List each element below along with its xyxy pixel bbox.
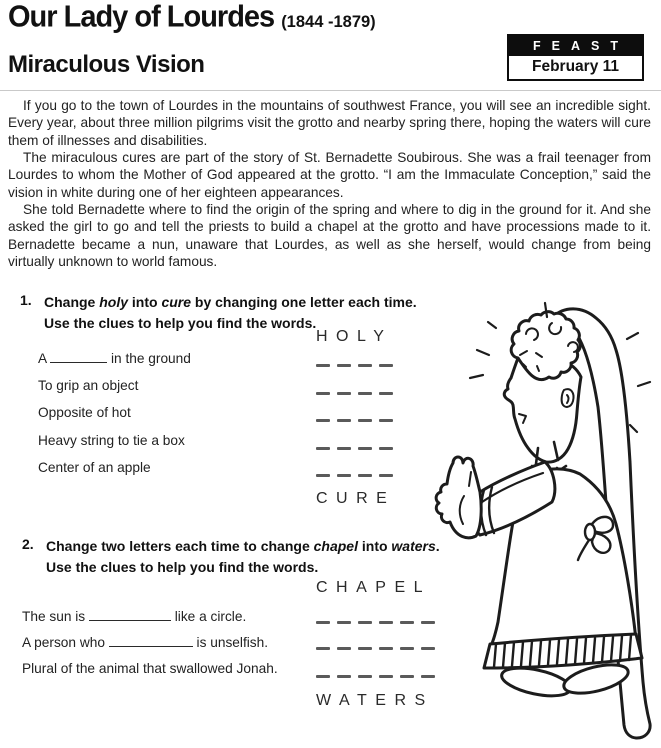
letter-blank[interactable] — [337, 647, 351, 650]
answer-blanks-row[interactable] — [316, 364, 393, 367]
letter-blank[interactable] — [316, 419, 330, 422]
our-lady-illustration — [424, 292, 661, 748]
exercise1-clue-1: A in the ground — [38, 351, 191, 366]
letter-blank[interactable] — [316, 364, 330, 367]
answer-blanks-row[interactable] — [316, 647, 435, 650]
letter-blank[interactable] — [379, 364, 393, 367]
letter-blank[interactable] — [316, 647, 330, 650]
exercise1-instruction — [44, 292, 464, 333]
exercise2-instruction-line2: Use the clues to help you find the words. — [46, 558, 319, 575]
inline-write-blank[interactable] — [109, 634, 193, 647]
letter-blank[interactable] — [358, 647, 372, 650]
exercise2-instruction — [46, 536, 486, 577]
exercise1-clue-2: To grip an object — [38, 378, 139, 393]
letter-blank[interactable] — [379, 647, 393, 650]
clasped-hands — [436, 457, 481, 538]
letter-blank[interactable] — [379, 392, 393, 395]
answer-blanks-row[interactable] — [316, 675, 435, 678]
letter-blank[interactable] — [358, 364, 372, 367]
letter-blank[interactable] — [400, 621, 414, 624]
ladder-end-word-waters: WATERS — [316, 692, 434, 709]
inline-write-blank[interactable] — [89, 608, 171, 621]
inline-write-blank[interactable] — [50, 350, 107, 363]
ladder-start-word-chapel: CHAPEL — [316, 579, 432, 596]
letter-blank[interactable] — [379, 474, 393, 477]
exercise2-clue-2: A person who is unselfish. — [22, 635, 269, 650]
intro-paragraph-1: If you go to the town of Lourdes in the mountains of southwest France, you will see an incredible sight. Every year, about three million pilgrims visit the grotto and nearby spring there, hoping the waters will cure them of illnesses and disabilities. — [8, 98, 651, 148]
letter-blank[interactable] — [337, 364, 351, 367]
letter-blank[interactable] — [358, 419, 372, 422]
letter-blank[interactable] — [358, 392, 372, 395]
exercise2-clue-1: The sun is like a circle. — [22, 609, 247, 624]
intro-paragraph-2: The miraculous cures are part of the story of St. Bernadette Soubirous. She was a frail teenager from Lourdes to whom the Mother of God appeared at the grotto. “I am the Immaculate Conception,” said the vision in white during one of her eighteen appearances. — [8, 150, 651, 200]
feast-box — [507, 34, 644, 81]
letter-blank[interactable] — [316, 474, 330, 477]
feast-label: FEAST — [509, 36, 642, 56]
letter-blank[interactable] — [358, 675, 372, 678]
ladder-start-word-holy: HOLY — [316, 328, 393, 345]
answer-blanks-row[interactable] — [316, 447, 393, 450]
exercise2-instruction-line1: Change two letters each time to change chapel into waters. — [46, 538, 440, 554]
exercise1-clue-3: Opposite of hot — [38, 405, 131, 420]
letter-blank[interactable] — [358, 474, 372, 477]
intro-text — [8, 97, 651, 270]
letter-blank[interactable] — [379, 675, 393, 678]
ladder-end-word-cure: CURE — [316, 490, 396, 507]
page-title: Our Lady of Lourdes — [8, 0, 275, 34]
letter-blank[interactable] — [400, 647, 414, 650]
letter-blank[interactable] — [337, 419, 351, 422]
title-dates: (1844 -1879) — [281, 13, 376, 31]
answer-blanks-row[interactable] — [316, 392, 393, 395]
letter-blank[interactable] — [337, 392, 351, 395]
letter-blank[interactable] — [337, 621, 351, 624]
page-subtitle: Miraculous Vision — [8, 51, 205, 78]
letter-blank[interactable] — [337, 474, 351, 477]
letter-blank[interactable] — [358, 621, 372, 624]
feast-date: February 11 — [531, 58, 620, 75]
exercise1-clue-5: Center of an apple — [38, 460, 151, 475]
intro-paragraph-3: She told Bernadette where to find the origin of the spring and where to dig in the ground for it. And she asked the girl to go and tell the priests to build a chapel at the grotto and have processions made to it. Bernadette became a nun, unaware that Lourdes, as well as she herself, would change from being virtually unknown to world famous. — [8, 202, 651, 270]
exercise1-instruction-line1: Change holy into cure by changing one letter each time. — [44, 294, 417, 310]
page-header — [8, 2, 376, 35]
letter-blank[interactable] — [358, 447, 372, 450]
exercise1-number: 1. — [20, 292, 32, 308]
letter-blank[interactable] — [379, 447, 393, 450]
letter-blank[interactable] — [400, 675, 414, 678]
answer-blanks-row[interactable] — [316, 419, 393, 422]
answer-blanks-row[interactable] — [316, 474, 393, 477]
header-divider — [0, 90, 661, 91]
letter-blank[interactable] — [379, 621, 393, 624]
letter-blank[interactable] — [316, 675, 330, 678]
letter-blank[interactable] — [316, 447, 330, 450]
letter-blank[interactable] — [337, 447, 351, 450]
letter-blank[interactable] — [316, 621, 330, 624]
exercise2-number: 2. — [22, 536, 34, 552]
exercise1-instruction-line2: Use the clues to help you find the words. — [44, 314, 317, 331]
exercise2-clue-3: Plural of the animal that swallowed Jonah. — [22, 661, 278, 676]
exercise1-clue-4: Heavy string to tie a box — [38, 433, 185, 448]
letter-blank[interactable] — [379, 419, 393, 422]
letter-blank[interactable] — [337, 675, 351, 678]
answer-blanks-row[interactable] — [316, 621, 435, 624]
letter-blank[interactable] — [316, 392, 330, 395]
